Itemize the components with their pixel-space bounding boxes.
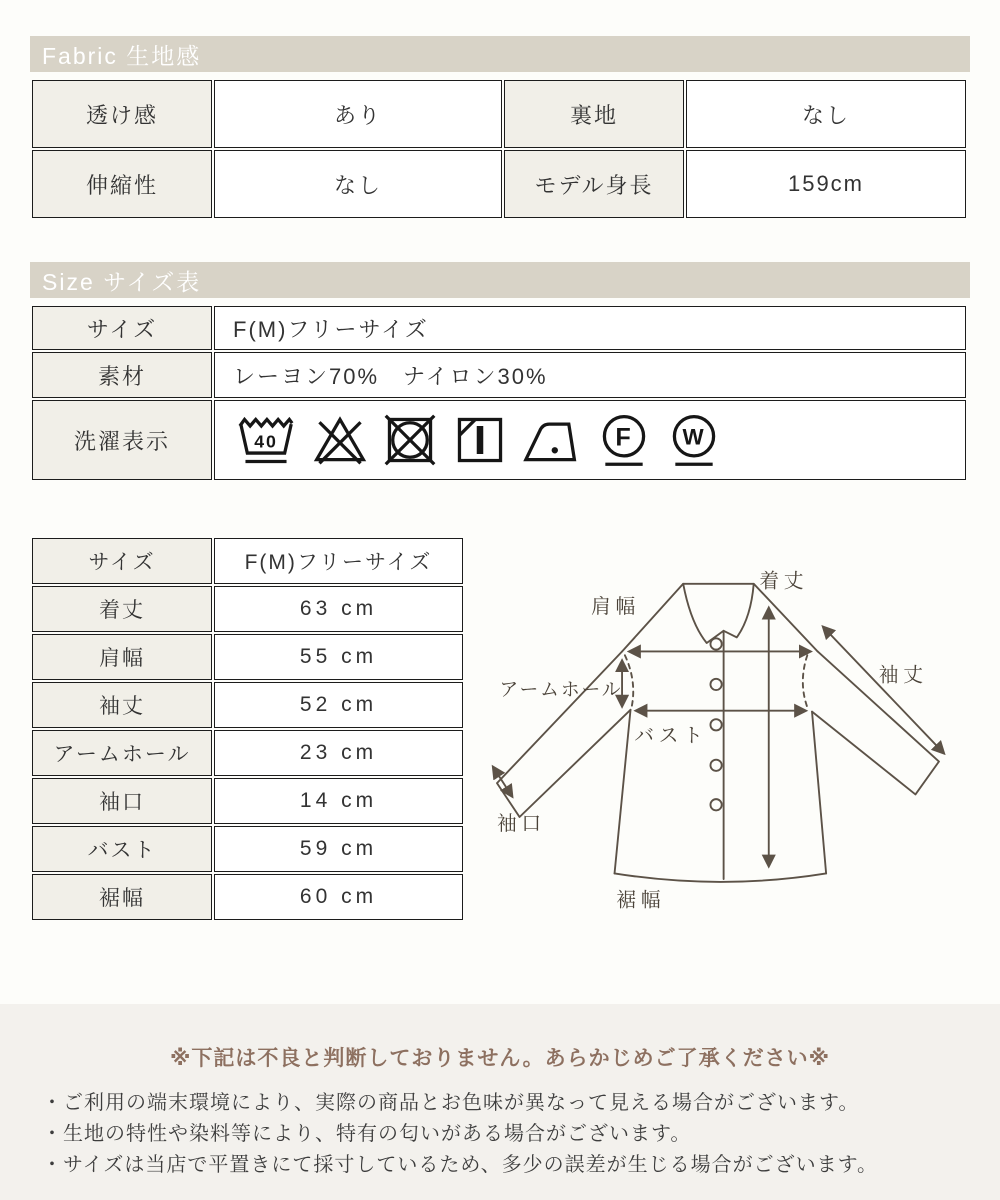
fabric-value-cell: あり	[214, 80, 502, 148]
footer-notice-band	[0, 1004, 1000, 1200]
measure-label-cell: 着丈	[32, 586, 212, 632]
shirt-outline-drawing	[497, 584, 939, 882]
measure-label-cell: サイズ	[32, 538, 212, 584]
measure-label-cell: アームホール	[32, 730, 212, 776]
fabric-label-cell: モデル身長	[504, 150, 684, 218]
dimension-arrows	[493, 608, 943, 866]
table-row	[32, 826, 463, 872]
measure-label-cell: 袖口	[32, 778, 212, 824]
wetclean-w-icon	[665, 412, 723, 468]
fabric-label-cell: 透け感	[32, 80, 212, 148]
fabric-table	[30, 78, 968, 220]
measure-value-cell: 60 cm	[214, 874, 463, 920]
do-not-tumble-dry-icon	[381, 412, 439, 468]
measure-label-cell: バスト	[32, 826, 212, 872]
dryclean-f-icon	[595, 412, 653, 468]
measure-value-cell: F(M)フリーサイズ	[214, 538, 463, 584]
fabric-value-cell: 159cm	[686, 150, 966, 218]
table-row	[32, 874, 463, 920]
diagram-label-cuff: 袖口	[496, 813, 546, 836]
care-icon-row	[233, 410, 965, 470]
table-row	[32, 586, 463, 632]
diagram-label-sleeve: 袖丈	[878, 664, 928, 687]
table-row	[32, 80, 966, 148]
footer-bullet-list	[0, 1088, 1000, 1181]
do-not-bleach-icon	[311, 412, 369, 468]
table-row	[32, 538, 463, 584]
material-label-cell: 素材	[32, 352, 212, 398]
fabric-label-cell: 伸縮性	[32, 150, 212, 218]
table-row	[32, 682, 463, 728]
measure-value-cell: 23 cm	[214, 730, 463, 776]
diagram-label-bust: バスト	[634, 724, 708, 747]
size-section-header	[30, 262, 970, 298]
table-row	[32, 400, 966, 480]
iron-low-icon	[521, 412, 583, 468]
fabric-section-title: Fabric 生地感	[42, 42, 202, 69]
care-label-cell: 洗濯表示	[32, 400, 212, 480]
svg-text:F: F	[615, 423, 633, 452]
material-value-cell: レーヨン70% ナイロン30%	[214, 352, 966, 398]
footer-notice-heading: ※下記は不良と判断しておりません。あらかじめご了承ください※	[169, 1047, 831, 1070]
button-icons	[710, 638, 721, 810]
diagram-label-hem: 裾幅	[616, 889, 666, 912]
table-row	[32, 306, 966, 350]
measure-label-cell: 袖丈	[32, 682, 212, 728]
fabric-value-cell: なし	[214, 150, 502, 218]
size-value-cell: F(M)フリーサイズ	[214, 306, 966, 350]
fabric-label-cell: 裏地	[504, 80, 684, 148]
measure-value-cell: 55 cm	[214, 634, 463, 680]
line-dry-in-shade-icon	[451, 412, 509, 468]
fabric-value-cell: なし	[686, 80, 966, 148]
footer-bullet-item: ・生地の特性や染料等により、特有の匂いがある場合がございます。	[42, 1123, 692, 1145]
footer-bullet-item: ・ご利用の端末環境により、実際の商品とお色味が異なって見える場合がございます。	[42, 1092, 860, 1114]
care-icons-cell	[214, 400, 966, 480]
measure-value-cell: 63 cm	[214, 586, 463, 632]
diagram-label-length: 着丈	[759, 570, 809, 593]
table-row	[32, 352, 966, 398]
footer-bullet-item: ・サイズは当店で平置きにて採寸しているため、多少の誤差が生じる場合がございます。	[42, 1154, 878, 1176]
table-row	[32, 730, 463, 776]
measurement-section	[30, 536, 970, 938]
size-label-cell: サイズ	[32, 306, 212, 350]
measure-value-cell: 52 cm	[214, 682, 463, 728]
svg-text:40: 40	[254, 431, 278, 452]
measurement-table	[30, 536, 465, 922]
measure-label-cell: 肩幅	[32, 634, 212, 680]
fabric-section-header	[30, 36, 970, 72]
svg-text:W: W	[682, 424, 706, 450]
wash-40-icon	[233, 412, 299, 468]
diagram-label-shoulder: 肩幅	[591, 595, 640, 618]
shirt-measurement-diagram	[481, 538, 970, 938]
table-row	[32, 150, 966, 218]
diagram-label-armhole: アームホール	[499, 678, 623, 700]
table-row	[32, 634, 463, 680]
table-row	[32, 778, 463, 824]
measure-label-cell: 裾幅	[32, 874, 212, 920]
size-info-table	[30, 304, 968, 482]
measure-value-cell: 59 cm	[214, 826, 463, 872]
measure-value-cell: 14 cm	[214, 778, 463, 824]
size-section-title: Size サイズ表	[42, 268, 202, 295]
